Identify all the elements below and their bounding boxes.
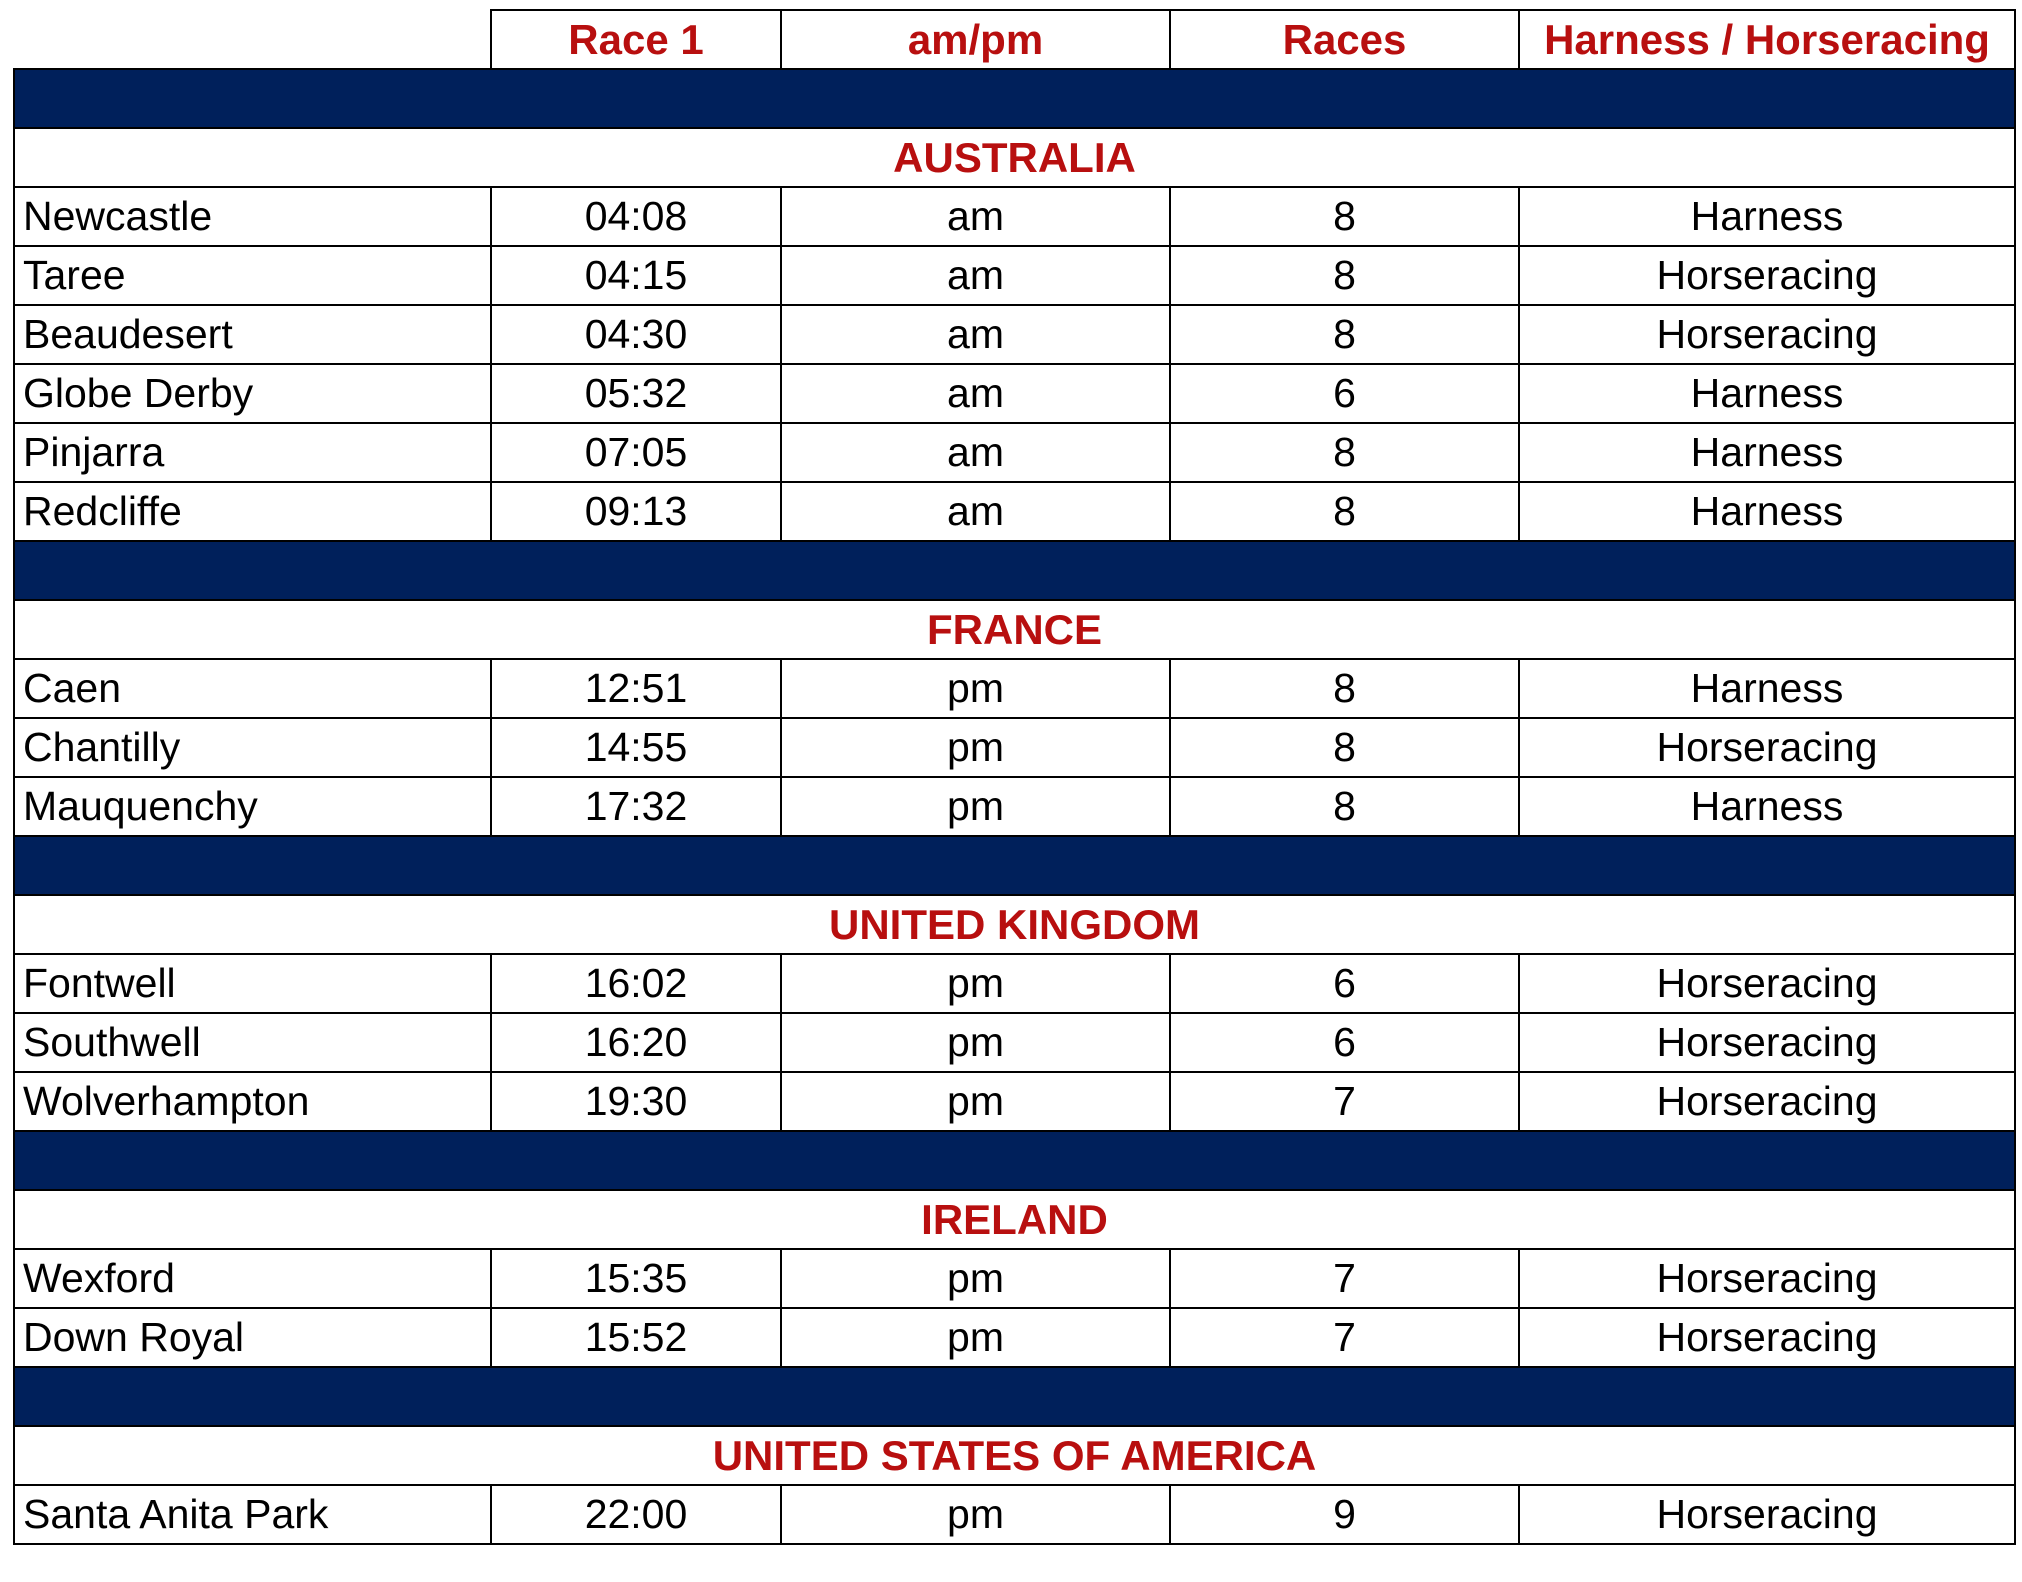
section-band bbox=[14, 836, 2015, 895]
section-band bbox=[14, 1131, 2015, 1190]
table-row bbox=[14, 187, 2015, 246]
race-type-cell: Harness bbox=[1519, 659, 2015, 718]
race1-time-cell: 16:02 bbox=[491, 954, 781, 1013]
venue-cell: Down Royal bbox=[14, 1308, 491, 1367]
venue-cell: Southwell bbox=[14, 1013, 491, 1072]
race1-time-cell: 19:30 bbox=[491, 1072, 781, 1131]
venue-cell: Caen bbox=[14, 659, 491, 718]
ampm-cell: pm bbox=[781, 659, 1170, 718]
venue-cell: Newcastle bbox=[14, 187, 491, 246]
race-schedule-sheet bbox=[13, 9, 2016, 1545]
ampm-cell: pm bbox=[781, 1072, 1170, 1131]
section-band-row bbox=[14, 541, 2015, 600]
races-count-cell: 8 bbox=[1170, 246, 1519, 305]
race-type-cell: Horseracing bbox=[1519, 246, 2015, 305]
race-type-cell: Harness bbox=[1519, 364, 2015, 423]
race1-time-cell: 04:15 bbox=[491, 246, 781, 305]
section-band bbox=[14, 1367, 2015, 1426]
country-title: FRANCE bbox=[14, 600, 2015, 659]
race-type-cell: Horseracing bbox=[1519, 718, 2015, 777]
section-band bbox=[14, 541, 2015, 600]
header-cell-type: Harness / Horseracing bbox=[1519, 10, 2015, 69]
race1-time-cell: 22:00 bbox=[491, 1485, 781, 1544]
race-type-cell: Harness bbox=[1519, 187, 2015, 246]
races-count-cell: 8 bbox=[1170, 482, 1519, 541]
table-row bbox=[14, 1072, 2015, 1131]
table-row bbox=[14, 1308, 2015, 1367]
ampm-cell: am bbox=[781, 246, 1170, 305]
race1-time-cell: 12:51 bbox=[491, 659, 781, 718]
table-row bbox=[14, 777, 2015, 836]
country-row bbox=[14, 600, 2015, 659]
races-count-cell: 8 bbox=[1170, 423, 1519, 482]
venue-cell: Wexford bbox=[14, 1249, 491, 1308]
ampm-cell: am bbox=[781, 482, 1170, 541]
race-type-cell: Harness bbox=[1519, 423, 2015, 482]
race-type-cell: Horseracing bbox=[1519, 954, 2015, 1013]
race1-time-cell: 17:32 bbox=[491, 777, 781, 836]
table-row bbox=[14, 659, 2015, 718]
ampm-cell: pm bbox=[781, 1308, 1170, 1367]
country-title: IRELAND bbox=[14, 1190, 2015, 1249]
ampm-cell: pm bbox=[781, 777, 1170, 836]
races-count-cell: 9 bbox=[1170, 1485, 1519, 1544]
races-count-cell: 8 bbox=[1170, 659, 1519, 718]
header-cell-ampm: am/pm bbox=[781, 10, 1170, 69]
table-row bbox=[14, 1485, 2015, 1544]
country-row bbox=[14, 895, 2015, 954]
venue-cell: Chantilly bbox=[14, 718, 491, 777]
races-count-cell: 8 bbox=[1170, 187, 1519, 246]
ampm-cell: pm bbox=[781, 1013, 1170, 1072]
races-count-cell: 8 bbox=[1170, 718, 1519, 777]
race-type-cell: Horseracing bbox=[1519, 305, 2015, 364]
race-type-cell: Harness bbox=[1519, 777, 2015, 836]
race-type-cell: Horseracing bbox=[1519, 1249, 2015, 1308]
race1-time-cell: 04:08 bbox=[491, 187, 781, 246]
ampm-cell: am bbox=[781, 305, 1170, 364]
race1-time-cell: 15:52 bbox=[491, 1308, 781, 1367]
section-band-row bbox=[14, 69, 2015, 128]
race1-time-cell: 14:55 bbox=[491, 718, 781, 777]
ampm-cell: pm bbox=[781, 718, 1170, 777]
table-row bbox=[14, 482, 2015, 541]
venue-cell: Fontwell bbox=[14, 954, 491, 1013]
table-row bbox=[14, 246, 2015, 305]
race1-time-cell: 04:30 bbox=[491, 305, 781, 364]
races-count-cell: 7 bbox=[1170, 1072, 1519, 1131]
ampm-cell: am bbox=[781, 187, 1170, 246]
table-row bbox=[14, 423, 2015, 482]
races-count-cell: 7 bbox=[1170, 1308, 1519, 1367]
venue-cell: Beaudesert bbox=[14, 305, 491, 364]
table-row bbox=[14, 954, 2015, 1013]
venue-cell: Globe Derby bbox=[14, 364, 491, 423]
ampm-cell: am bbox=[781, 423, 1170, 482]
country-title: UNITED KINGDOM bbox=[14, 895, 2015, 954]
races-count-cell: 8 bbox=[1170, 305, 1519, 364]
races-count-cell: 6 bbox=[1170, 954, 1519, 1013]
table-row bbox=[14, 305, 2015, 364]
country-title: AUSTRALIA bbox=[14, 128, 2015, 187]
table-row bbox=[14, 718, 2015, 777]
venue-cell: Mauquenchy bbox=[14, 777, 491, 836]
country-row bbox=[14, 128, 2015, 187]
venue-cell: Taree bbox=[14, 246, 491, 305]
venue-cell: Pinjarra bbox=[14, 423, 491, 482]
races-count-cell: 6 bbox=[1170, 364, 1519, 423]
ampm-cell: am bbox=[781, 364, 1170, 423]
race1-time-cell: 09:13 bbox=[491, 482, 781, 541]
table-row bbox=[14, 1013, 2015, 1072]
race-type-cell: Horseracing bbox=[1519, 1013, 2015, 1072]
race1-time-cell: 16:20 bbox=[491, 1013, 781, 1072]
table-row bbox=[14, 364, 2015, 423]
race-type-cell: Horseracing bbox=[1519, 1308, 2015, 1367]
section-band-row bbox=[14, 1367, 2015, 1426]
races-count-cell: 8 bbox=[1170, 777, 1519, 836]
country-row bbox=[14, 1426, 2015, 1485]
header-cell-race1: Race 1 bbox=[491, 10, 781, 69]
header-cell-races: Races bbox=[1170, 10, 1519, 69]
race1-time-cell: 05:32 bbox=[491, 364, 781, 423]
races-count-cell: 6 bbox=[1170, 1013, 1519, 1072]
country-title: UNITED STATES OF AMERICA bbox=[14, 1426, 2015, 1485]
table-body bbox=[14, 10, 2015, 1544]
table-row bbox=[14, 1249, 2015, 1308]
ampm-cell: pm bbox=[781, 1485, 1170, 1544]
ampm-cell: pm bbox=[781, 1249, 1170, 1308]
races-count-cell: 7 bbox=[1170, 1249, 1519, 1308]
race-type-cell: Horseracing bbox=[1519, 1072, 2015, 1131]
race-schedule-table bbox=[13, 9, 2016, 1545]
race-type-cell: Horseracing bbox=[1519, 1485, 2015, 1544]
venue-cell: Santa Anita Park bbox=[14, 1485, 491, 1544]
ampm-cell: pm bbox=[781, 954, 1170, 1013]
race1-time-cell: 07:05 bbox=[491, 423, 781, 482]
race-type-cell: Harness bbox=[1519, 482, 2015, 541]
section-band-row bbox=[14, 1131, 2015, 1190]
country-row bbox=[14, 1190, 2015, 1249]
header-cell-venue bbox=[14, 10, 491, 69]
header-row bbox=[14, 10, 2015, 69]
venue-cell: Wolverhampton bbox=[14, 1072, 491, 1131]
section-band-row bbox=[14, 836, 2015, 895]
section-band bbox=[14, 69, 2015, 128]
venue-cell: Redcliffe bbox=[14, 482, 491, 541]
race1-time-cell: 15:35 bbox=[491, 1249, 781, 1308]
